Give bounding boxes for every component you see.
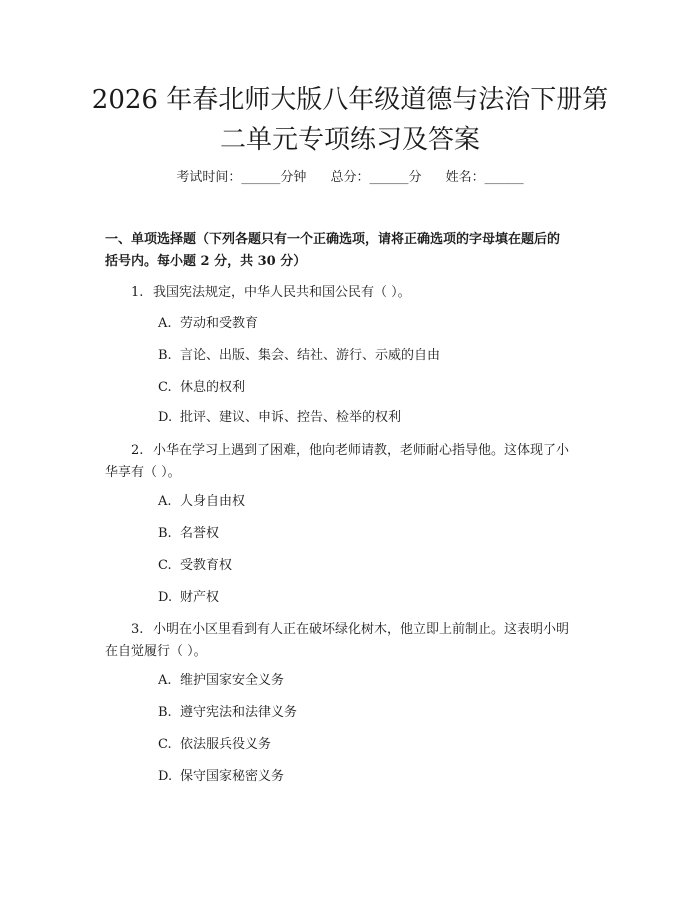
document-title [60,80,640,160]
option-text: 遵守宪法和法律义务 [180,705,298,720]
option-letter: A. [158,316,172,331]
title-line-1: 2026 年春北师大版八年级道德与法治下册第 [91,85,609,115]
q2-option-b [158,524,598,544]
section-heading [105,229,605,273]
section-heading-line-1: 一、单项选择题（下列各题只有一个正确选项，请将正确选项的字母填在题后的 [105,232,561,247]
q3-option-b [158,703,598,723]
question-text: 小华在学习上遇到了困难，他向老师请教，老师耐心指导他。这体现了小 [153,443,570,458]
option-letter: A. [158,673,172,688]
option-text: 名誉权 [180,526,220,541]
option-letter: B. [158,705,172,720]
exam-time-field: 考试时间：______分钟 [176,170,307,185]
option-text: 依法服兵役义务 [180,737,272,752]
question-text-continued: 华享有（ ）。 [105,465,181,480]
option-text: 休息的权利 [180,380,246,395]
section-heading-line-2: 括号内。每小题 2 分，共 30 分） [105,254,307,269]
total-score-field: 总分：______分 [330,170,422,185]
question-number: 1. [131,285,144,300]
q2-option-d [158,588,598,608]
question-text: 我国宪法规定，中华人民共和国公民有（ ）。 [153,285,411,300]
option-letter: D. [158,590,173,605]
q3-option-d [158,767,598,787]
option-letter: D. [158,410,173,425]
question-1 [105,282,600,304]
option-letter: C. [158,737,172,752]
question-3 [105,619,600,663]
q1-option-d [158,408,598,428]
q2-option-c [158,556,598,576]
name-field: 姓名：______ [445,170,524,185]
question-text-continued: 在自觉履行（ ）。 [105,644,207,659]
option-letter: D. [158,769,173,784]
exam-info [0,168,700,188]
option-text: 维护国家安全义务 [180,673,285,688]
q1-option-c [158,378,598,398]
option-letter: B. [158,526,172,541]
option-text: 人身自由权 [180,494,246,509]
question-2 [105,440,600,484]
q1-option-b [158,346,598,366]
question-number: 2. [131,443,144,458]
option-text: 批评、建议、申诉、控告、检举的权利 [180,410,402,425]
q2-option-a [158,492,598,512]
option-text: 财产权 [180,590,220,605]
option-text: 劳动和受教育 [180,316,259,331]
option-text: 言论、出版、集会、结社、游行、示威的自由 [180,348,441,363]
title-line-2: 二单元专项练习及答案 [219,125,480,155]
option-letter: A. [158,494,172,509]
q1-option-a [158,314,598,334]
option-text: 保守国家秘密义务 [180,769,285,784]
option-letter: C. [158,380,172,395]
question-text: 小明在小区里看到有人正在破坏绿化树木，他立即上前制止。这表明小明 [153,622,570,637]
option-letter: B. [158,348,172,363]
option-text: 受教育权 [180,558,233,573]
question-number: 3. [131,622,144,637]
option-letter: C. [158,558,172,573]
q3-option-c [158,735,598,755]
q3-option-a [158,671,598,691]
